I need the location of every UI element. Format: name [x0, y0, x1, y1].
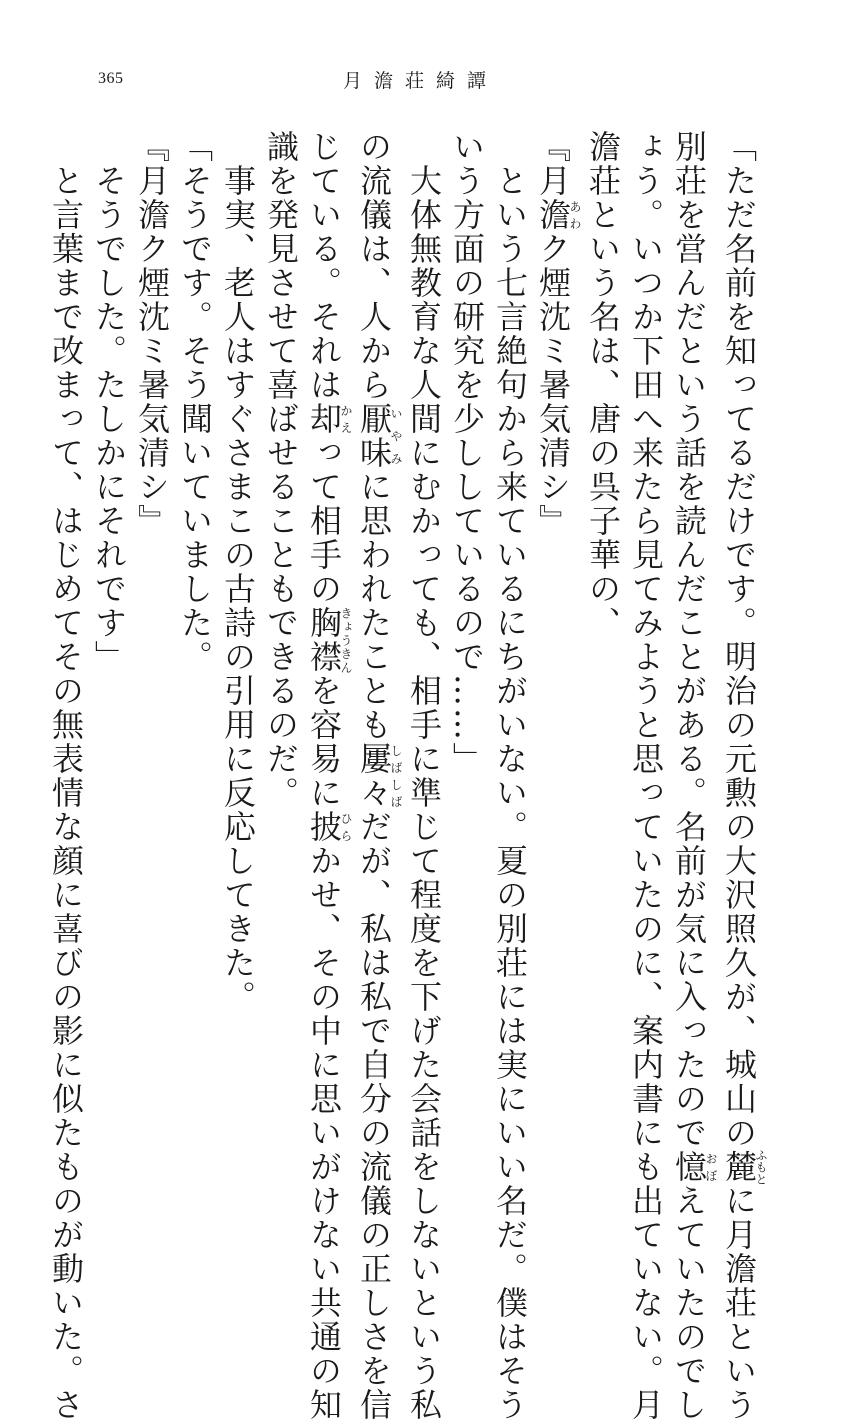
text-line [445, 130, 488, 1090]
text-segment: 大体無教育な人間にむかっても、相手に準じて程度を下げた会話をしないという私 [405, 130, 443, 1422]
ruby-annotation [355, 402, 403, 470]
text-line [302, 130, 353, 1422]
text-segment: 澹荘という名は、唐の呉子華の、 [584, 130, 622, 640]
ruby-base: 麓 [720, 1149, 758, 1185]
text-line [402, 130, 445, 1422]
text-segment: 『月 [534, 130, 572, 198]
text-segment: という七言絶句から来ているにちがいない。夏の別荘には実にいい名だ。僕はそう [491, 130, 529, 1422]
ruby-base: 厭味 [355, 402, 393, 470]
text-line [531, 130, 581, 1090]
text-line [216, 130, 259, 1090]
ruby-reading: おぼ [704, 1150, 718, 1184]
running-head: 月澹荘綺譚 [343, 70, 499, 92]
ruby-base: 却 [305, 402, 343, 436]
text-line [624, 130, 667, 1422]
text-segment: 「そうです。そう聞いていました。 [176, 130, 214, 674]
text-segment: 別荘を営んだという話を読んだことがある。名前が気に入ったので [670, 130, 708, 1150]
text-segment: ク煙沈ミ暑気清シ』 [534, 232, 572, 538]
text-segment: かせ、その中に思いがけない共通の知 [305, 844, 343, 1422]
text-segment: そうでした。たしかにそれです」 [90, 130, 128, 674]
text-segment: 「ただ名前を知ってるだけです。明治の元勲の大沢照久が、城山の [720, 130, 758, 1150]
text-line [259, 130, 302, 1090]
ruby-reading: しばしば [389, 742, 403, 810]
ruby-reading: きょうきん [339, 606, 353, 674]
text-segment: えていたのでし [670, 1184, 708, 1422]
text-line [130, 130, 173, 1090]
text-segment: だが、私は私で自分の流儀の正しさを信 [355, 810, 393, 1422]
ruby-reading: かえ [339, 402, 353, 436]
text-line [488, 130, 531, 1422]
text-line [352, 130, 403, 1422]
text-segment: 事実、老人はすぐさまこの古詩の引用に反応してきた。 [219, 130, 257, 1014]
ruby-base: 胸襟 [305, 606, 343, 674]
text-line [667, 130, 718, 1422]
text-line [717, 130, 768, 1422]
ruby-annotation [355, 742, 403, 810]
ruby-base: 澹 [534, 198, 572, 232]
text-segment: いう方面の研究を少ししているので……」 [448, 130, 486, 776]
text-segment: の流儀は、人から [355, 130, 393, 402]
ruby-annotation [305, 606, 353, 674]
text-segment: に思われたことも [355, 470, 393, 742]
text-segment: じている。それは [305, 130, 343, 402]
ruby-annotation [534, 198, 582, 232]
ruby-annotation [305, 402, 353, 436]
ruby-base: 憶 [670, 1150, 708, 1184]
ruby-annotation [305, 810, 353, 844]
ruby-annotation [720, 1149, 768, 1185]
text-line [581, 130, 624, 1090]
text-line [173, 130, 216, 1090]
text-segment: に月澹荘という [720, 1184, 758, 1422]
ruby-annotation [670, 1150, 718, 1184]
ruby-reading: ふもと [754, 1149, 768, 1185]
text-line [87, 130, 130, 1090]
text-segment: って相手の [305, 436, 343, 606]
text-segment: を容易に [305, 674, 343, 810]
text-segment: 識を発見させて喜ばせることもできるのだ。 [262, 130, 300, 810]
ruby-base: 披 [305, 810, 343, 844]
text-line [44, 130, 87, 1422]
page-number: 365 [98, 70, 124, 87]
text-segment: と言葉まで改まって、はじめてその無表情な顔に喜びの影に似たものが動いた。さ [47, 130, 85, 1422]
ruby-reading: いやみ [389, 402, 403, 470]
ruby-reading: ひら [339, 810, 353, 844]
ruby-base: 屢々 [355, 742, 393, 810]
ruby-reading: あわ [568, 198, 582, 232]
text-segment: ょう。いつか下田へ来たら見てみようと思っていたのに、案内書にも出ていない。月 [627, 130, 665, 1422]
body-text [44, 130, 768, 1422]
text-segment: 『月澹ク煙沈ミ暑気清シ』 [133, 130, 171, 538]
